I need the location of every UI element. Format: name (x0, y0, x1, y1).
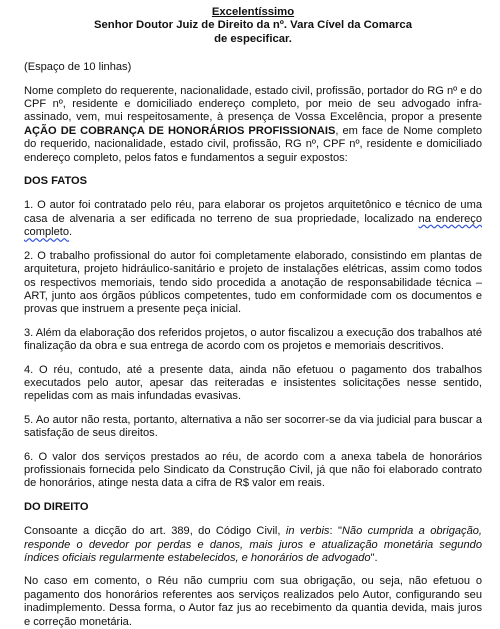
action-title: AÇÃO DE COBRANÇA DE HONORÁRIOS PROFISSIONAIS (24, 124, 336, 137)
title-line-2: de especificar. (214, 32, 292, 45)
law-paragraph-2: No caso em comento, o Réu não cumpriu com sua obrigação, ou seja, não efetuou o pagamento dos honorários referentes aos serviços realizados pelo Autor, configurando seu inadimplemento. Dessa forma, o Autor faz jus ao recebimento da quantia devida, mais juros e correção monetária. (24, 575, 482, 628)
law-1-close: ". (370, 552, 378, 564)
fact-paragraph-1 (24, 199, 482, 239)
fact-1-text: 1. O autor foi contratado pelo réu, para elaborar os projetos arquitetônico e técnico de uma casa de alvenaria a ser edificada no terreno de sua propriedade, localizado (24, 199, 482, 225)
title-line-1 (24, 6, 482, 33)
fact-paragraph-3: 3. Além da elaboração dos referidos projetos, o autor fiscalizou a execução dos trabalhos até finalização da obra e sua entrega de acordo com os projetos e memoriais descritivos. (24, 326, 482, 353)
in-verbis-term: in verbis (285, 525, 330, 538)
intro-part-2: , em face de Nome completo do requerido, nacionalidade, estado civil, profissão, RG nº, CPF nº, residente e domiciliado endereço completo, pelos fatos e fundamentos a seguir expostos: (24, 124, 482, 164)
law-1-start: Consoante a dicção do art. 389, do Código Civil, (24, 525, 286, 538)
intro-part-1: Nome completo do requerente, nacionalidade, estado civil, profissão, portador do RG nº e do CPF nº, residente e domiciliado endereço completo, por meio de seu advogado infra-assinado, vem, mui respeitosamente, à presença de Vossa Excelência, propor a presente (24, 84, 482, 124)
space-note: (Espaço de 10 linhas) (24, 61, 132, 74)
fact-paragraph-2: 2. O trabalho profissional do autor foi completamente elaborado, consistindo em plantas de arquitetura, projeto hidráulico-sanitário e projeto de instalações elétricas, assim como todos os respectivos memoriais, tendo sido procedida a anotação de responsabilidade técnica – ART, junto aos órgãos públicos competentes, tudo em conformidade com os documentos e provas que instruem a presente peça inicial. (24, 249, 482, 316)
fact-paragraph-6: 6. O valor dos serviços prestados ao réu, de acordo com a anexa tabela de honorários profissionais fornecida pelo Sindicato da Construção Civil, já que não foi elaborado contrato de honorários, atinge nesta data a cifra de R$ valor em reais. (24, 450, 482, 490)
law-paragraph-1 (24, 525, 482, 565)
law-heading: DO DIREITO (24, 500, 89, 513)
title-line-1-rest: Senhor Doutor Juiz de Direito da nº. Vara Cível da Comarca (93, 19, 412, 32)
law-1-colon: : " (329, 525, 342, 538)
petition-title (24, 6, 482, 46)
fact-1-end: . (69, 226, 73, 239)
facts-heading: DOS FATOS (24, 175, 88, 188)
flagged-address-text[interactable]: na endereço completo (24, 212, 482, 239)
fact-paragraph-4: 4. O réu, contudo, até a presente data, ainda não efetuou o pagamento dos trabalhos executados pelo autor, apesar das reiteradas e insistentes solicitações nesse sentido, repelidas com as mais infundadas evasivas. (24, 363, 482, 403)
fact-paragraph-5: 5. Ao autor não resta, portanto, alternativa a não ser socorrer-se da via judicial para buscar a satisfação de seus direitos. (24, 413, 482, 440)
title-first-word: Excelentíssimo (211, 6, 295, 18)
civil-code-quote: Não cumprida a obrigação, responde o devedor por perdas e danos, mais juros e atualização monetária segundo índices oficiais regularmente estabelecidos, e honorários de advogado (24, 525, 482, 564)
intro-paragraph (24, 85, 482, 165)
